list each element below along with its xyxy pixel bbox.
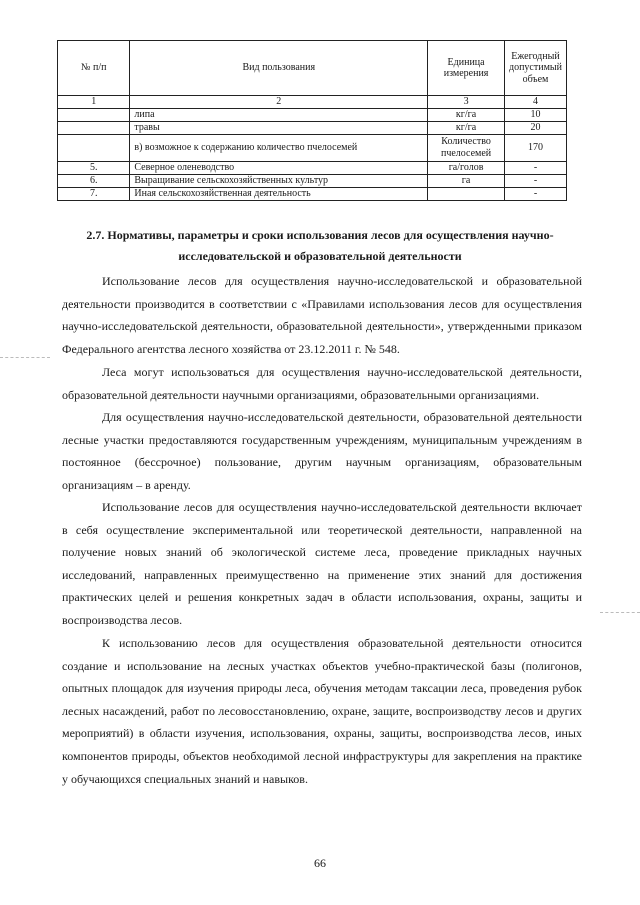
row-number [58, 134, 130, 161]
header-number: № п/п [58, 41, 130, 96]
paragraph: Для осуществления научно-исследовательской деятельности, образовательной деятельности лесные участки предоставляются государственным учреждениям, муниципальным учреждениям в постоянное (бессрочное) пользование, другим научным организациям, образовательным организациям – в аренду. [62, 410, 582, 492]
scan-artifact-line [600, 612, 640, 613]
table-row [58, 161, 567, 174]
header-unit: Единица измерения [428, 41, 505, 96]
row-value: 170 [504, 134, 566, 161]
scan-artifact-line [0, 357, 50, 358]
forest-use-table [57, 40, 567, 201]
table-row [58, 134, 567, 161]
header-use-type: Вид пользования [130, 41, 428, 96]
index-cell: 3 [428, 96, 505, 109]
index-cell: 2 [130, 96, 428, 109]
table-row [58, 108, 567, 121]
table-row [58, 187, 567, 200]
table-row [58, 121, 567, 134]
page-number: 66 [314, 856, 326, 870]
row-value: 20 [504, 121, 566, 134]
row-unit: кг/га [428, 108, 505, 121]
header-annual-volume: Ежегодный допустимый объем [504, 41, 566, 96]
row-value: - [504, 187, 566, 200]
paragraph: Использование лесов для осуществления научно-исследовательской деятельности включает в себя осуществление экспериментальной или теоретической деятельности, направленной на получение новых знаний об экологической системе леса, проведение прикладных научных исследований, направленных преимущественно на применение этих знаний для достижения практических целей и решения конкретных задач в области использования, охраны, защиты и воспроизводства лесов. [62, 500, 582, 627]
row-use-type: Северное оленеводство [130, 161, 428, 174]
row-number: 5. [58, 161, 130, 174]
row-number: 7. [58, 187, 130, 200]
row-value: - [504, 174, 566, 187]
paragraph: Использование лесов для осуществления научно-исследовательской и образовательной деятельности производится в соответствии с «Правилами использования лесов для осуществления научно-исследовательской деятельности, образовательной деятельности», утвержденными приказом Федерального агентства лесного хозяйства от 23.12.2011 г. № 548. [62, 274, 582, 356]
row-use-type: травы [130, 121, 428, 134]
row-use-type: липа [130, 108, 428, 121]
row-unit: га [428, 174, 505, 187]
row-number [58, 121, 130, 134]
paragraph: Леса могут использоваться для осуществления научно-исследовательской деятельности, образовательной деятельности научными организациями, образовательными организациями. [62, 365, 582, 402]
index-cell: 1 [58, 96, 130, 109]
section-heading: 2.7. Нормативы, параметры и сроки использования лесов для осуществления научно-исследовательской и образовательной деятельности [86, 228, 554, 263]
table-header-row [58, 41, 567, 96]
row-use-type: в) возможное к содержанию количество пчелосемей [130, 134, 428, 161]
row-value: - [504, 161, 566, 174]
row-unit: Количество пчелосемей [428, 134, 505, 161]
paragraph: К использованию лесов для осуществления образовательной деятельности относится создание и использование на лесных участках объектов учебно-практической базы (полигонов, опытных площадок для изучения природы леса, обучения методам таксации леса, проведения рубок лесных насаждений, работ по лесовосстановлению, охране, защите, воспроизводству лесов и других мероприятий) в области изучения, использования, охраны, защиты, воспроизводства лесов, иных компонентов природы, объектов необходимой лесной инфраструктуры для закрепления на практике у обучающихся специальных знаний и навыков. [62, 636, 582, 786]
row-use-type: Выращивание сельскохозяйственных культур [130, 174, 428, 187]
index-cell: 4 [504, 96, 566, 109]
table-row [58, 174, 567, 187]
row-number [58, 108, 130, 121]
row-number: 6. [58, 174, 130, 187]
row-unit [428, 187, 505, 200]
row-use-type: Иная сельскохозяйственная деятельность [130, 187, 428, 200]
table-index-row [58, 96, 567, 109]
row-value: 10 [504, 108, 566, 121]
row-unit: кг/га [428, 121, 505, 134]
row-unit: га/голов [428, 161, 505, 174]
